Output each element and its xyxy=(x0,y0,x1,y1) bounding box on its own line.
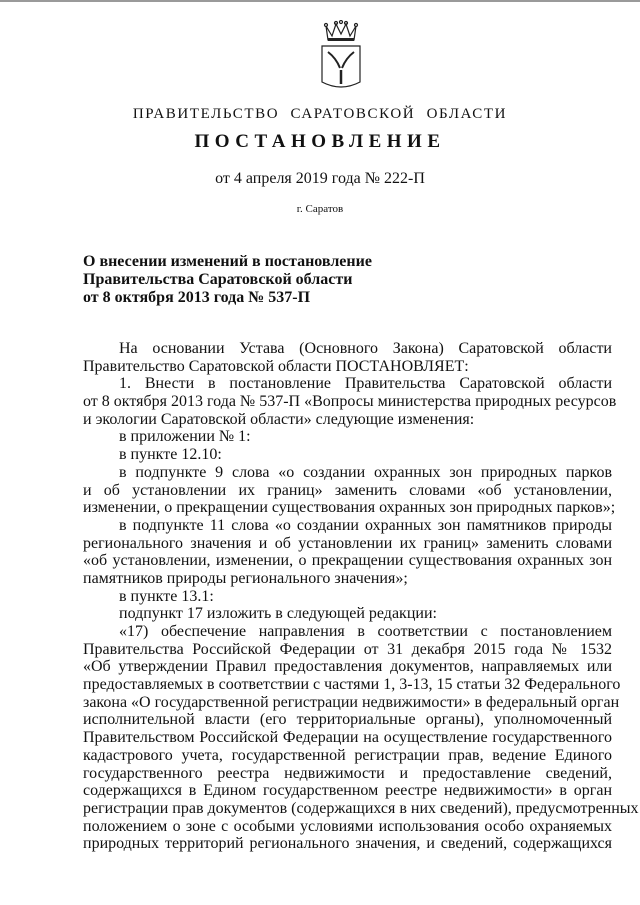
document-date-number: от 4 апреля 2019 года № 222-П xyxy=(215,170,425,187)
body-line: кадастрового учета, государственной регистрации прав, ведение Единого xyxy=(83,746,612,764)
body-line: в подпункте 9 слова «о создании охранных зон природных парков xyxy=(119,463,612,481)
body-line: Правительства Российской Федерации от 31 декабря 2015 года № 1532 xyxy=(83,640,612,658)
body-line: природных территорий регионального значения, и сведений, содержащихся xyxy=(83,835,612,853)
body-line: от 8 октября 2013 года № 537-П «Вопросы министерства природных ресурсов xyxy=(83,393,617,411)
title-line: О внесении изменений в постановление xyxy=(83,253,372,270)
body-line: и экологии Саратовской области» следующие изменения: xyxy=(83,410,475,428)
document-title xyxy=(83,253,372,307)
body-line: регионального значения и об установлении их границ» заменить словами xyxy=(83,534,612,552)
body-line: Правительством Российской Федерации на осуществление государственного xyxy=(83,729,612,747)
body-line: «17) обеспечение направления в соответствии с постановлением xyxy=(119,623,612,640)
body-line: подпункт 17 изложить в следующей редакции: xyxy=(119,605,437,623)
document-type: ПОСТАНОВЛЕНИЕ xyxy=(194,131,446,152)
government-name: ПРАВИТЕЛЬСТВО САРАТОВСКОЙ ОБЛАСТИ xyxy=(132,106,508,122)
body-line: 1. Внести в постановление Правительства Саратовской области xyxy=(119,375,612,393)
scan-border xyxy=(0,0,640,2)
body-line: изменении, о прекращении существования охранных зон природных парков»; xyxy=(83,499,616,517)
body-line: положением о зоне с особыми условиями использования особо охраняемых xyxy=(83,817,612,835)
body-line: Правительство Саратовской области ПОСТАНОВЛЯЕТ: xyxy=(83,357,469,375)
body-line: «об установлении, изменении, о прекращении существования охранных зон xyxy=(83,552,612,570)
body-line: в подпункте 11 слова «о создании охранных зон памятников природы xyxy=(119,516,612,534)
body-line: исполнительной власти (его территориальные органы), уполномоченный xyxy=(83,711,612,729)
document-city: г. Саратов xyxy=(296,203,344,215)
body-line: памятников природы регионального значения»; xyxy=(83,569,408,587)
document-body xyxy=(83,340,639,853)
body-line: содержащихся в Едином государственном реестре недвижимости» в орган xyxy=(83,782,612,800)
body-line: «Об утверждении Правил предоставления документов, направляемых или xyxy=(83,658,612,676)
body-line: в приложении № 1: xyxy=(119,428,251,446)
coat-of-arms-icon xyxy=(318,20,364,92)
title-line: Правительства Саратовской области xyxy=(83,271,353,288)
body-line: На основании Устава (Основного Закона) Саратовской области xyxy=(119,340,612,357)
body-line: в пункте 12.10: xyxy=(119,446,222,464)
body-line: государственного реестра недвижимости и предоставление сведений, xyxy=(83,764,612,782)
body-line: регистрации прав документов (содержащихся в них сведений), предусмотренных xyxy=(83,799,639,817)
body-line: закона «О государственной регистрации недвижимости» в федеральный орган xyxy=(83,693,620,711)
title-line: от 8 октября 2013 года № 537-П xyxy=(83,289,311,306)
body-line: и об установлении их границ» заменить словами «об установлении, xyxy=(83,481,612,499)
body-line: в пункте 13.1: xyxy=(119,587,214,605)
body-line: предоставляемых в соответствии с частями 1, 3-13, 15 статьи 32 Федерального xyxy=(83,676,621,694)
